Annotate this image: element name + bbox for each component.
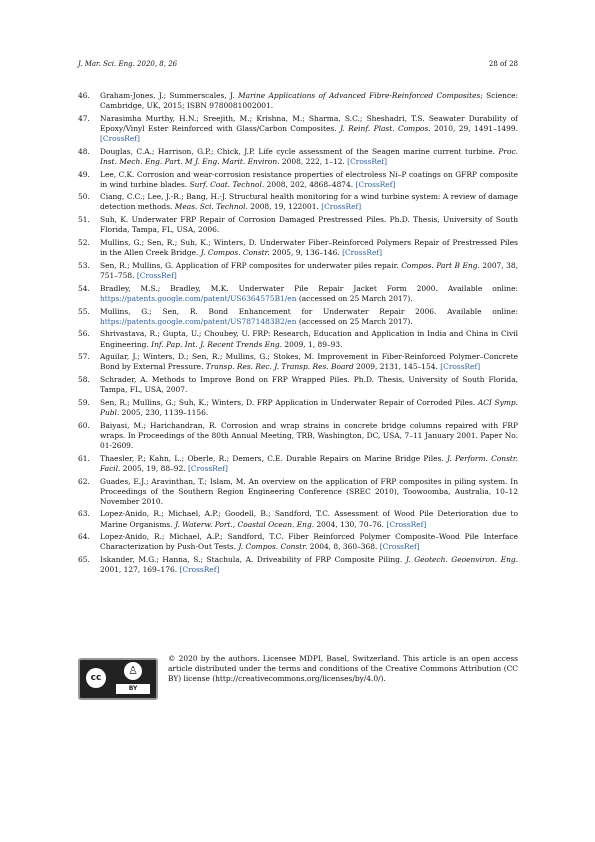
crossref-link[interactable]: [CrossRef] [386,519,427,529]
reference-number: 54. [78,283,90,293]
reference-number: 56. [78,329,90,339]
reference-item [78,398,518,418]
reference-text [100,192,518,212]
reference-text [100,375,518,395]
crossref-link[interactable]: [CrossRef] [342,248,383,258]
reference-authors-title: Iskander, M.G.; Hanna, S.; Stachula, A. Driveability of FRP Composite Piling. [100,555,406,565]
reference-journal: Proc. Inst. Mech. Eng. Part. M J. Eng. Marit. Environ. [100,146,518,166]
reference-item [78,170,518,190]
reference-number: 58. [78,375,90,385]
reference-text [100,238,518,258]
license-block [78,654,518,700]
reference-volume-pages: 2004, 8, 360–368. [307,542,378,552]
reference-number: 57. [78,352,90,362]
reference-volume-pages: 2009, 2131, 145–154. [353,362,438,372]
reference-journal: J. Compos. Constr. [200,248,270,258]
crossref-link[interactable]: [CrossRef] [379,542,420,552]
reference-number: 62. [78,476,90,486]
reference-item [78,261,518,281]
reference-text [100,454,518,474]
license-text: © 2020 by the authors. Licensee MDPI, Basel, Switzerland. This article is an open access article distributed under the terms and conditions of the Creative Commons Attribution (CC BY) license (http://creativecommons.org/licenses/by/4.0/). [168,654,518,684]
reference-item [78,454,518,474]
reference-authors-title: Ciang, C.C.; Lee, J.-R.; Bang, H.-J. Structural health monitoring for a wind turbine system: A review of damage detection methods. [100,192,518,212]
reference-number: 64. [78,532,90,542]
crossref-link[interactable]: [CrossRef] [179,565,220,575]
crossref-link[interactable]: [CrossRef] [321,202,362,212]
reference-authors-title: Sen, R.; Mullins, G. Application of FRP composites for underwater piles repair. [100,260,402,270]
reference-number: 55. [78,306,90,316]
reference-volume-pages: 2009, 1, 89–93. [282,339,343,349]
reference-volume-pages: 2001, 127, 169–176. [100,565,178,575]
reference-authors-title: Bradley, M.S.; Bradley, M.K. Underwater Pile Repair Jacket Form 2000. Available online: [100,283,518,293]
reference-authors-title: Schrader, A. Methods to Improve Bond on FRP Wrapped Piles. Ph.D. Thesis, University of South Florida, Tampa, FL, USA, 2007. [100,375,518,395]
reference-text [100,477,518,507]
reference-item [78,307,518,327]
reference-item [78,215,518,235]
reference-authors-title: Narasimha Murthy, H.N.; Sreejith, M.; Krishna, M.; Sharma, S.C.; Sheshadri, T.S. Seawater Durability of Epoxy/Vinyl Ester Reinforced with Glass/Carbon Composites. [100,113,518,133]
reference-text [100,307,518,327]
reference-text [100,421,518,451]
url-link[interactable]: https://patents.google.com/patent/US7871483B2/en [100,316,297,326]
reference-volume-pages: ; Science: Cambridge, UK, 2015; ISBN 9780081002001. [100,91,519,111]
reference-authors-title: Mullins, G.; Sen, R. Bond Enhancement for Underwater Repair 2006. Available online: [100,306,518,316]
reference-accessed-date: (accessed on 25 March 2017). [296,316,413,326]
reference-text [100,329,518,349]
reference-text [100,91,518,111]
reference-volume-pages: 2005, 9, 136–146. [269,248,340,258]
reference-journal: J. Perform. Constr. Facil. [100,453,518,473]
reference-number: 63. [78,509,90,519]
reference-volume-pages: 2005, 19, 88–92. [120,463,186,473]
reference-journal: Marine Applications of Advanced Fibre-Reinforced Composites [238,91,481,100]
crossref-link[interactable]: [CrossRef] [188,463,228,473]
reference-number: 50. [78,192,90,202]
reference-authors-title: Baiyasi, M.; Harichandran, R. Corrosion and wrap strains in concrete bridge columns repaired with FRP wraps. In Proceedings of the 80th Annual Meeting, TRB, Washington, DC, USA, 7–11 January 2001. Paper No. 01-2609. [100,420,518,450]
reference-journal: J. Geotech. Geoenviron. Eng. [405,555,518,565]
reference-authors-title: Shrivastava, R.; Gupta, U.; Choubey, U. FRP: Research, Education and Application in India and China in Civil Engineering. [100,329,518,349]
reference-number: 46. [78,91,90,100]
reference-authors-title: Graham-Jones, J.; Summerscales, J. [100,91,239,100]
reference-journal: J. Waterw. Port., Coastal Ocean. Eng. [174,519,315,529]
reference-item [78,375,518,395]
reference-text [100,284,518,304]
reference-list [78,91,518,578]
reference-volume-pages: 2004, 130, 70–76. [314,519,385,529]
reference-volume-pages: 2008, 222, 1–12. [279,156,345,166]
reference-item [78,91,518,111]
reference-item [78,147,518,167]
running-header [78,60,518,68]
reference-authors-title: Aguilar, J.; Winters, D.; Sen, R.; Mullins, G.; Stokes, M. Improvement in Fiber-Reinforced Polymer–Concrete Bond by External Pressure. [100,352,518,372]
reference-text [100,398,518,418]
reference-text [100,170,518,190]
attribution-person-icon: ♙ [124,662,142,680]
url-link[interactable]: https://patents.google.com/patent/US6364575B1/en [100,293,297,303]
crossref-link[interactable]: [CrossRef] [355,179,396,189]
reference-journal: Compos. Part B Eng. [401,260,480,270]
crossref-link[interactable]: [CrossRef] [136,271,177,280]
reference-item [78,421,518,451]
reference-volume-pages: 2010, 29, 1491–1499. [430,123,518,133]
reference-number: 48. [78,146,90,156]
reference-item [78,284,518,304]
reference-authors-title: Mullins, G.; Sen, R.; Suh, K.; Winters, D. Underwater Fiber–Reinforced Polymers Repair of Prestressed Piles in the Allen Creek Bridge. [100,238,518,258]
cc-icon: cc [86,668,106,688]
by-label: BY [116,684,150,694]
reference-authors-title: Sen, R.; Mullins, G.; Suh, K.; Winters, D. FRP Application in Underwater Repair of Corroded Piles. [100,398,478,408]
reference-item [78,352,518,372]
reference-volume-pages: 2008, 202, 4868–4874. [264,179,354,189]
cc-by-license-logo[interactable] [78,658,158,700]
reference-accessed-date: (accessed on 25 March 2017). [296,293,413,303]
reference-text [100,509,518,529]
reference-journal: J. Compos. Constr. [238,542,308,552]
reference-item [78,192,518,212]
reference-authors-title: Suh, K. Underwater FRP Repair of Corrosion Damaged Prestressed Piles. Ph.D. Thesis, University of South Florida, Tampa, FL, USA, 2006. [100,215,518,235]
reference-item [78,532,518,552]
page-number: 28 of 28 [488,60,518,68]
reference-number: 59. [78,398,90,408]
reference-journal: Meas. Sci. Technol. [174,202,248,212]
reference-journal: Transp. Res. Rec. J. Transp. Res. Board [205,362,354,372]
reference-journal: J. Reinf. Plast. Compos. [339,123,431,133]
reference-text [100,555,518,575]
reference-authors-title: Lopez-Anido, R.; Michael, A.P.; Sandford, T.C. Fiber Reinforced Polymer Composite–Wood Pile Interface Characterization by Push-Out Tests. [100,532,518,552]
reference-authors-title: Thaesler, P.; Kahn, L.; Oberle, R.; Demers, C.E. Durable Repairs on Marine Bridge Piles. [100,453,447,463]
crossref-link[interactable]: [CrossRef] [440,362,481,372]
reference-number: 49. [78,169,90,179]
crossref-link[interactable]: [CrossRef] [347,156,388,166]
crossref-link[interactable]: [CrossRef] [100,133,140,143]
reference-text [100,352,518,372]
reference-journal: Inf. Pap. Int. J. Recent Trends Eng. [151,339,282,349]
reference-text [100,114,518,144]
reference-number: 52. [78,238,90,248]
reference-number: 65. [78,555,90,565]
reference-volume-pages: 2007, 38, 751–758. [100,260,518,280]
reference-item [78,329,518,349]
reference-authors-title: Douglas, C.A.; Harrison, G.P.; Chick, J.P. Life cycle assessment of the Seagen marine current turbine. [100,146,499,156]
reference-text [100,532,518,552]
journal-citation: J. Mar. Sci. Eng. 2020, 8, 26 [78,60,178,68]
reference-item [78,477,518,507]
reference-volume-pages: 2008, 19, 122001. [247,202,319,212]
reference-journal: Surf. Coat. Technol. [189,179,265,189]
reference-volume-pages: 2005, 230, 1139–1156. [119,408,209,418]
reference-number: 47. [78,113,90,123]
reference-authors-title: Guades, E.J.; Aravinthan, T.; Islam, M. An overview on the application of FRP composites in piling system. In Proceedings of the Southern Region Engineering Conference (SREC 2010), Toowoomba, Australia, 10–12 November 2010. [100,476,518,506]
reference-item [78,509,518,529]
reference-item [78,238,518,258]
reference-journal: ACI Symp. Publ. [100,398,518,418]
reference-number: 53. [78,260,90,270]
reference-item [78,555,518,575]
reference-number: 51. [78,215,90,225]
reference-number: 61. [78,453,90,463]
reference-item [78,114,518,144]
reference-text [100,261,518,281]
reference-text [100,147,518,167]
reference-text [100,215,518,235]
reference-authors-title: Lee, C.K. Corrosion and wear-corrosion resistance properties of electroless Ni–P coatings on GFRP composite in wind turbine blades. [100,169,518,189]
reference-authors-title: Lopez-Anido, R.; Michael, A.P.; Goodell, B.; Sandford, T.C. Assessment of Wood Pile Deterioration due to Marine Organisms. [100,509,518,529]
reference-number: 60. [78,420,90,430]
